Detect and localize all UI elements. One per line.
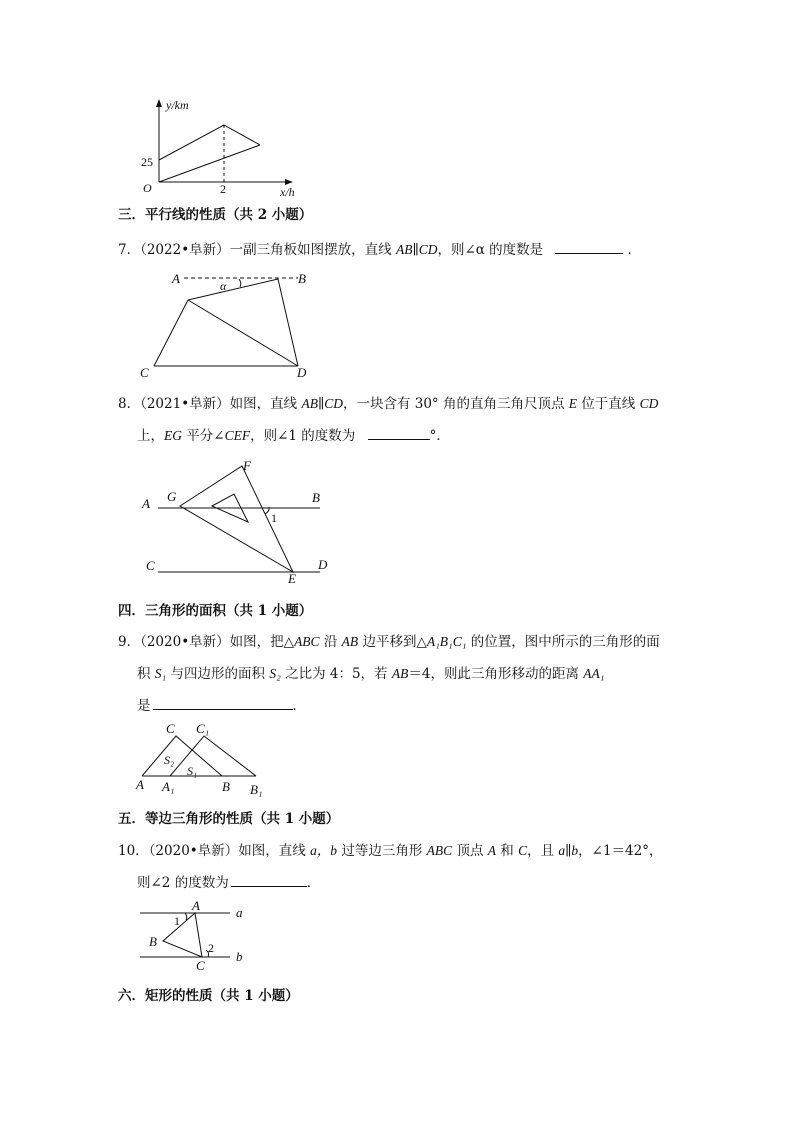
q9-line1-b: 沿 (319, 634, 342, 650)
q8-line1-a: 如图，直线 (229, 396, 302, 412)
q8-line2-end: °． (429, 428, 450, 444)
q10-line1-a: 如图，直线 (238, 843, 311, 859)
question-10-line-1 (118, 842, 663, 860)
q7-text-b: ，则∠α 的度数是 (437, 242, 544, 258)
q7-figure (130, 266, 330, 382)
q9-source: （2020•阜新） (140, 634, 230, 650)
q8-label-1: 1 (271, 511, 277, 525)
q9-line2-a: 积 (137, 666, 155, 682)
q9-line3-end: ． (292, 698, 306, 714)
speed-graph-figure (130, 96, 320, 200)
q8-line1-c: 位于直线 (577, 396, 640, 412)
section-heading-5: 五．等边三角形的性质（共 1 小题） (118, 811, 340, 827)
q7-label-alpha: α (220, 279, 227, 293)
q10-figure (130, 898, 280, 978)
q10-label-2: 2 (208, 941, 214, 955)
graph-line-2 (224, 125, 260, 145)
q8-line2-a: 上， (137, 428, 164, 444)
question-9-line-3 (137, 696, 306, 715)
q8-label-e: E (288, 571, 296, 586)
question-9-line-2 (137, 665, 604, 683)
q10-number: 10． (118, 843, 149, 859)
q9-number: 9． (118, 634, 141, 650)
q9-triangle-abc (142, 736, 222, 776)
origin-label: O (143, 181, 152, 195)
graph-line-3 (159, 145, 260, 182)
q10-line2-a: 则∠2 的度数为 (137, 875, 229, 891)
q10-line1-A: A (487, 843, 496, 858)
question-9-line-1 (118, 633, 660, 651)
q10-line1-e: ，且 (527, 843, 559, 859)
q7-triangle-4 (278, 279, 298, 366)
q10-label-line-a: a (236, 905, 243, 920)
q10-angle-1-arc (185, 913, 187, 920)
q8-label-g: G (167, 489, 177, 504)
question-7 (118, 240, 641, 259)
q10-line2-end: ． (306, 875, 321, 891)
q8-number: 8． (118, 396, 141, 412)
q7-label-b: B (298, 271, 306, 286)
q7-triangle-3 (188, 300, 298, 366)
q9-line2-d: ＝4，则此三角形移动的距离 (408, 666, 584, 682)
q9-label-c1: C₁ (196, 721, 210, 736)
question-8-line-2 (137, 426, 450, 445)
q8-label-b: B (312, 490, 320, 505)
q8-label-c: C (146, 558, 155, 573)
q9-line2-aa1: AA₁ (583, 666, 605, 681)
q8-line2-cef: CEF (224, 428, 251, 443)
q8-line2-b: 平分∠ (182, 428, 225, 444)
q9-label-c: C (166, 721, 175, 736)
q10-line1-abc: ABC (426, 843, 453, 858)
q9-line1-a1b1c1: A₁B₁C₁ (426, 634, 467, 649)
q9-line1-ab: AB (341, 634, 359, 649)
q8-line1-math: AB∥CD (301, 396, 343, 411)
q7-end: ． (627, 242, 641, 258)
q9-label-b: B (222, 779, 230, 794)
q9-line2-b: 与四边形的面积 (166, 666, 270, 682)
question-10-line-2 (137, 873, 320, 892)
q8-label-d: D (318, 557, 328, 572)
q8-line1-b: ，一块含有 30° 角的直角三角尺顶点 (342, 396, 569, 412)
q7-math-parallel: AB∥CD (395, 242, 438, 257)
q10-label-a-vertex: A (192, 898, 200, 913)
q9-label-a: A (136, 777, 144, 792)
q9-label-s1: S₁ (187, 764, 198, 778)
q7-triangle-1 (154, 300, 188, 366)
q7-label-c: C (140, 365, 149, 380)
q9-line1-abc: ABC (294, 634, 320, 649)
q10-label-b-vertex: B (149, 934, 157, 949)
q10-answer-blank[interactable] (231, 873, 307, 887)
q9-label-a1: A₁ (162, 779, 175, 794)
y-axis-arrow (156, 99, 162, 107)
q9-figure (130, 718, 280, 800)
q9-line3-a: 是 (137, 698, 151, 714)
q7-text-a: 一副三角板如图摆放，直线 (229, 242, 396, 258)
section-heading-6: 六．矩形的性质（共 1 小题） (118, 988, 299, 1004)
q10-label-1: 1 (174, 914, 180, 928)
q7-triangle-2 (188, 279, 278, 300)
q7-label-d: D (297, 365, 307, 380)
q9-line2-s2: S₂ (269, 666, 281, 681)
q10-line1-par: a∥b (558, 843, 579, 858)
q10-label-c-vertex: C (196, 958, 205, 973)
q9-line1-c: 边平移到△ (358, 634, 427, 650)
q10-label-line-b: b (236, 949, 243, 964)
q8-line1-cd: CD (639, 396, 659, 411)
q7-number: 7． (118, 242, 141, 258)
q9-line2-c: 之比为 4：5，若 (280, 666, 392, 682)
q9-line2-ab: AB (391, 666, 409, 681)
q10-line1-ab: a，b (310, 843, 338, 858)
q10-source: （2020•阜新） (148, 843, 239, 859)
q7-source: （2022•阜新） (140, 242, 230, 258)
q7-answer-blank[interactable] (555, 240, 623, 254)
q9-label-s2: S₂ (164, 753, 175, 767)
q10-line1-f: ，∠1＝42°， (578, 843, 663, 859)
section-heading-4: 四．三角形的面积（共 1 小题） (118, 603, 313, 619)
q9-line2-s1: S₁ (154, 666, 167, 681)
question-8-line-1 (118, 395, 658, 413)
q10-line1-c: 顶点 (452, 843, 488, 859)
q8-label-f: F (243, 458, 251, 473)
q8-source: （2021•阜新） (140, 396, 230, 412)
q9-line1-d: 的位置，图中所示的三角形的面 (466, 634, 660, 650)
section-heading-3: 三．平行线的性质（共 2 小题） (118, 207, 313, 223)
q9-label-b1: B₁ (250, 782, 263, 797)
q9-answer-blank[interactable] (153, 696, 293, 710)
q9-line1-a: 如图，把△ (229, 634, 295, 650)
q10-line1-b: 过等边三角形 (337, 843, 427, 859)
q7-angle-arc (239, 279, 241, 287)
q8-figure (130, 456, 340, 586)
x-tick-label: 2 (220, 182, 226, 196)
graph-line-1 (159, 125, 224, 160)
q10-line1-d: 和 (496, 843, 519, 859)
q7-label-a: A (172, 271, 180, 286)
q8-line2-c: ，则∠1 的度数为 (250, 428, 356, 444)
q8-line1-e: E (568, 396, 578, 411)
q8-line2-eg: EG (164, 428, 182, 443)
x-axis-label: x/h (280, 185, 295, 199)
y-tick-label: 25 (141, 155, 153, 169)
y-axis-label: y/km (166, 98, 189, 112)
q10-triangle (163, 913, 202, 957)
q10-line1-C: C (518, 843, 528, 858)
q8-label-a: A (142, 496, 150, 511)
q8-answer-blank[interactable] (368, 426, 430, 440)
